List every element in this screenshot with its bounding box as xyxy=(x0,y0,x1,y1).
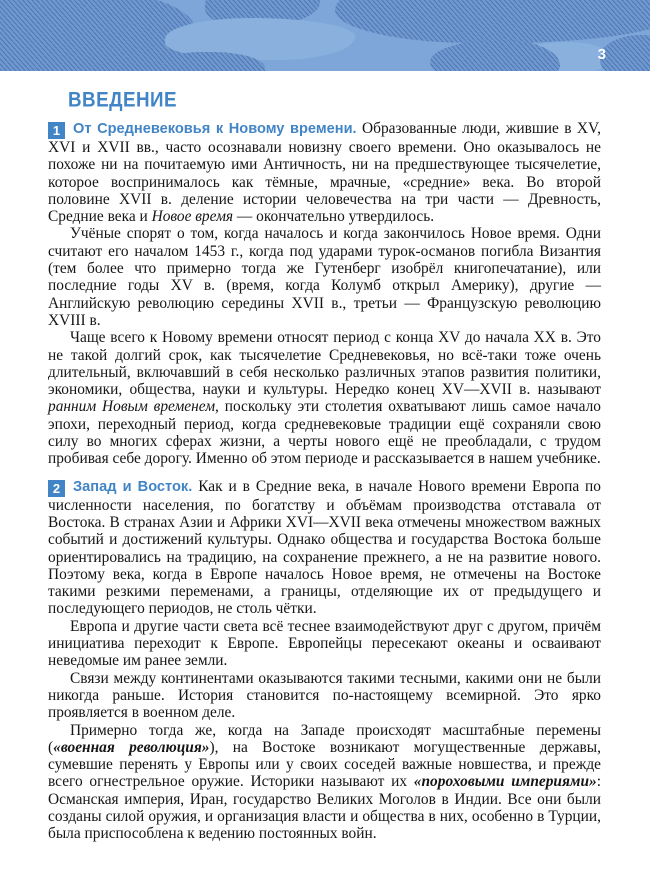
text-run: , поскольку эти столетия охватывают лишь самое начало эпохи, переходный период, когда средневековые традиции ещё сохраняли свою силу во многих сферах жизни, а черты нового ещё не преобладали, с трудом пробивая себе дорогу. Именно об этом периоде и рассказывается в нашем учебнике. xyxy=(48,398,601,468)
section-2 xyxy=(48,478,601,843)
paragraph xyxy=(48,478,601,618)
text-run: ранним Новым временем xyxy=(48,398,216,416)
text-run: Как и в Средние века, в начале Нового времени Европа по численности населения, по богатству и объёмам производства отставала от Востока. В странах Азии и Африки XVI—XVII века отмечены множеством важных событий и достижений культуры. Однако общества и государства Востока больше ориентировались на традицию, на сохранение прежнего, а не на развитие нового. Поэтому века, когда в Европе началось Новое время, не отмечены на Востоке такими резкими переменами, а границы, отделяющие их от предыдущего и последующего периодов, не столь чётки. xyxy=(48,477,601,618)
body-text xyxy=(48,120,601,843)
text-run: Примерно тогда же, когда на Западе происходят масштабные перемены ( xyxy=(48,721,601,756)
text-run: «пороховыми империями» xyxy=(413,773,597,791)
paragraph xyxy=(48,329,601,467)
text-run: — окончательно утвердилось. xyxy=(233,208,435,226)
section-title: Запад и Восток. xyxy=(73,478,193,495)
map-texture-blob xyxy=(597,35,650,71)
intro-title: ВВЕДЕНИЕ xyxy=(68,88,178,112)
paragraph xyxy=(48,722,601,843)
text-run: Образованные люди, жившие в XV, XVI и XVII вв., часто осознавали новизну своего времени. Оно оказывалось не похоже ни на почитаемую ими Античность, ни на предшествующее тысячелетие, которое воспринималось как тёмные, мрачные, «средние» века. Во второй половине XVII в. деление истории человечества на три части — Древность, Средние века и xyxy=(48,120,601,226)
paragraph xyxy=(48,120,601,225)
section-number-badge: 2 xyxy=(48,480,65,497)
paragraph xyxy=(48,670,601,722)
page-number: 3 xyxy=(597,46,606,63)
text-run: : Османская империя, Иран, государство Великих Моголов в Индии. Все они были созданы силой оружия, и организация власти и общества в них, особенно в Турции, была приспособлена к ведению постоянных войн. xyxy=(48,773,601,843)
section-number-badge: 1 xyxy=(48,122,65,139)
map-texture-blob xyxy=(335,0,650,43)
text-run: ), на Востоке возникают могущественные державы, сумевшие перенять у Европы или у своих соседей важные новшества, и прежде всего огнестрельное оружие. Историки называют их xyxy=(48,738,601,791)
text-run: Связи между континентами оказываются такими тесными, какими они не были никогда раньше. История становится по-настоящему всемирной. Это ярко проявляется в военном деле. xyxy=(48,669,601,722)
header-band xyxy=(0,0,650,71)
section-title: От Средневековья к Новому времени. xyxy=(73,121,357,137)
text-run: Новое время xyxy=(151,208,234,226)
text-run: «военная революция» xyxy=(53,738,210,756)
paragraph xyxy=(48,225,601,329)
text-run: Европа и другие части света всё теснее взаимодействуют друг с другом, причём инициатива переходит к Европе. Европейцы пересекают океаны и осваивают неведомые им ранее земли. xyxy=(48,617,601,670)
paragraph xyxy=(48,618,601,670)
text-run: Чаще всего к Новому времени относят период с конца XV до начала XX в. Это не такой долгий срок, как тысячелетие Средневековья, но всё-таки тоже очень длительный, включавший в себя несколько различных этапов развития политики, экономики, общества, науки и культуры. Нередко конец XV—XVII в. называют xyxy=(48,329,601,399)
text-run: Учёные спорят о том, когда началось и когда закончилось Новое время. Одни считают его началом 1453 г., когда под ударами турок-османов погибла Византия (тем более что примерно тогда же Гутенберг изобрёл книгопечатание), или последние годы XV в. (время, когда Колумб открыл Америку), другие — Английскую революцию середины XVII в., третьи — Французскую революцию XVIII в. xyxy=(48,225,601,329)
section-1 xyxy=(48,120,601,468)
